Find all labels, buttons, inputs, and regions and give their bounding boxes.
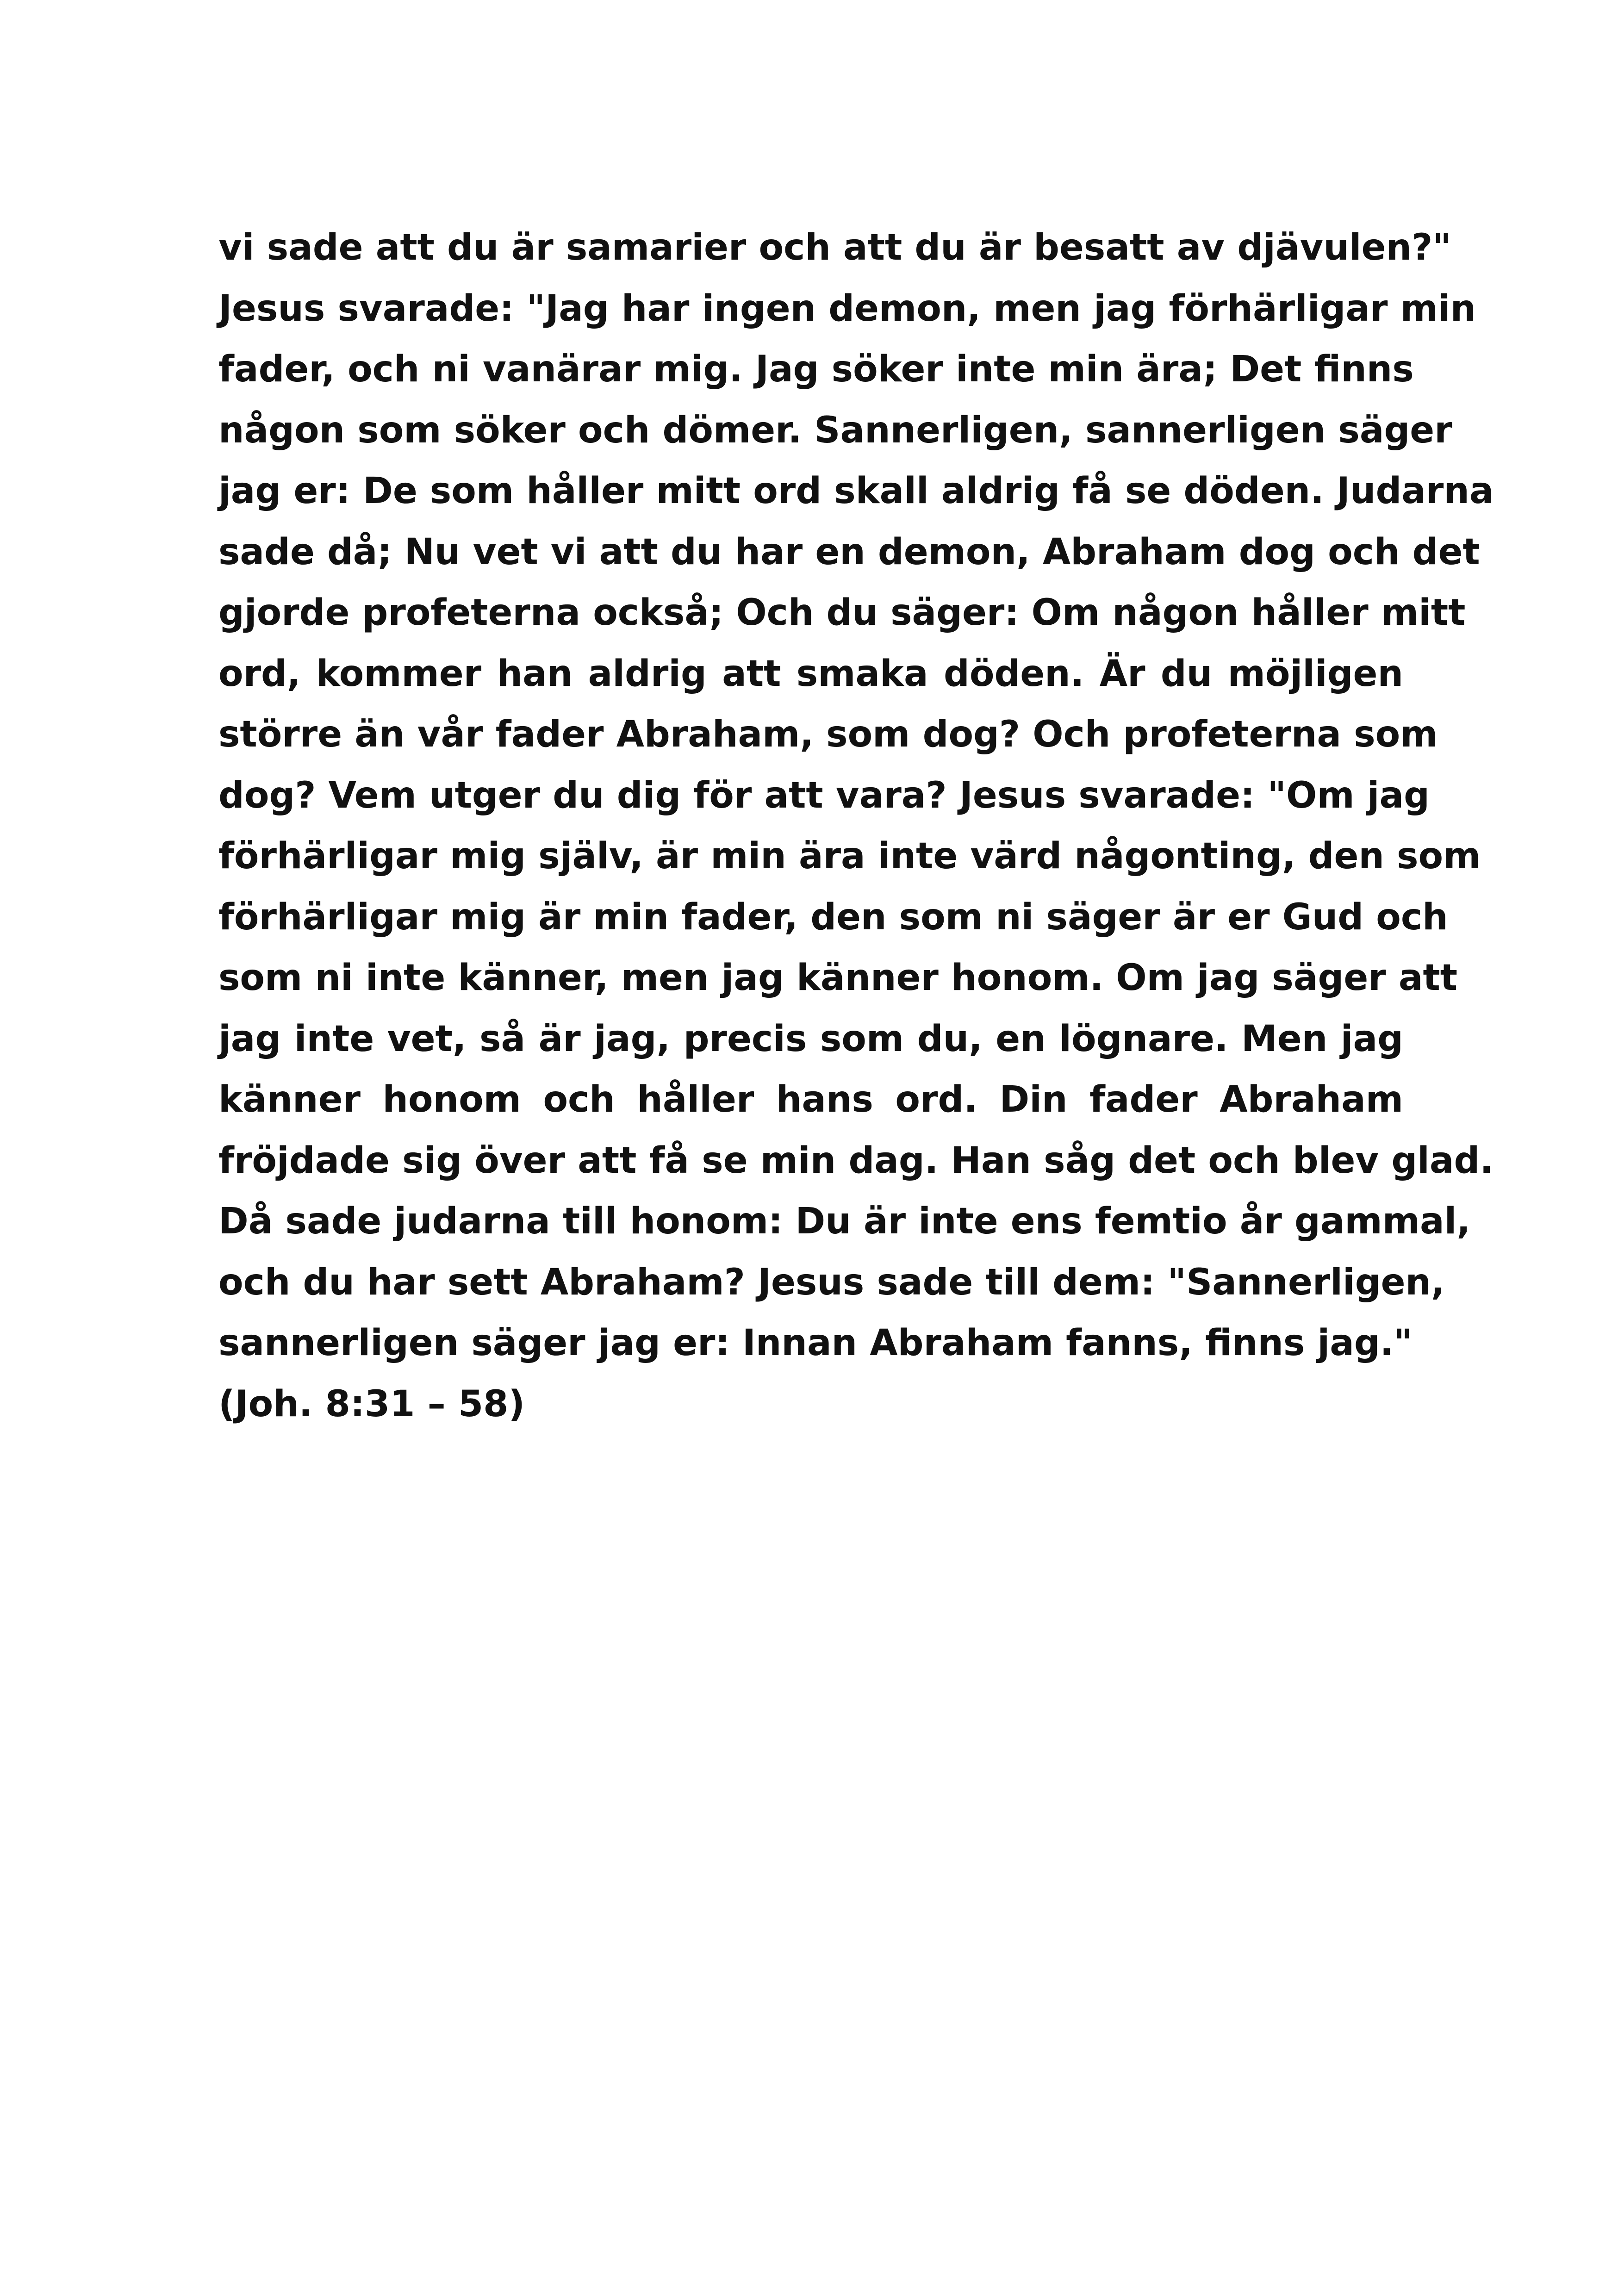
text-line: känner honom och håller hans ord. Din fader Abraham <box>218 1079 1403 1120</box>
text-line: som ni inte känner, men jag känner honom. Om jag säger att <box>218 957 1458 999</box>
text-line: någon som söker och dömer. Sannerligen, sannerligen säger <box>218 409 1452 451</box>
text-line: sade då; Nu vet vi att du har en demon, Abraham dog och det <box>218 531 1480 573</box>
text-line: och du har sett Abraham? Jesus sade till dem: "Sannerligen, <box>218 1261 1445 1303</box>
text-line: fröjdade sig över att få se min dag. Han såg det och blev glad. <box>218 1139 1494 1182</box>
text-line: sannerligen säger jag er: Innan Abraham fanns, finns jag." <box>218 1322 1413 1364</box>
text-line: större än vår fader Abraham, som dog? Och profeterna som <box>218 714 1438 755</box>
text-line: förhärligar mig själv, är min ära inte värd någonting, den som <box>218 835 1481 877</box>
text-line: gjorde profeterna också; Och du säger: Om någon håller mitt <box>218 592 1466 634</box>
text-line: förhärligar mig är min fader, den som ni säger är er Gud och <box>218 896 1448 938</box>
text-line: ord, kommer han aldrig att smaka döden. Är du möjligen <box>218 653 1403 695</box>
text-line: vi sade att du är samarier och att du är besatt av djävulen?" <box>218 227 1451 268</box>
text-line: dog? Vem utger du dig för att vara? Jesus svarade: "Om jag <box>218 774 1430 816</box>
text-line: jag er: De som håller mitt ord skall aldrig få se döden. Judarna <box>218 470 1494 512</box>
text-line: Då sade judarna till honom: Du är inte ens femtio år gammal, <box>218 1201 1470 1242</box>
text-line: fader, och ni vanärar mig. Jag söker inte min ära; Det finns <box>218 348 1414 390</box>
text-line: Jesus svarade: "Jag har ingen demon, men jag förhärligar min <box>218 287 1476 330</box>
body-paragraph <box>218 218 1494 1435</box>
text-line: jag inte vet, så är jag, precis som du, en lögnare. Men jag <box>218 1018 1403 1060</box>
scripture-reference: (Joh. 8:31 – 58) <box>218 1383 525 1425</box>
